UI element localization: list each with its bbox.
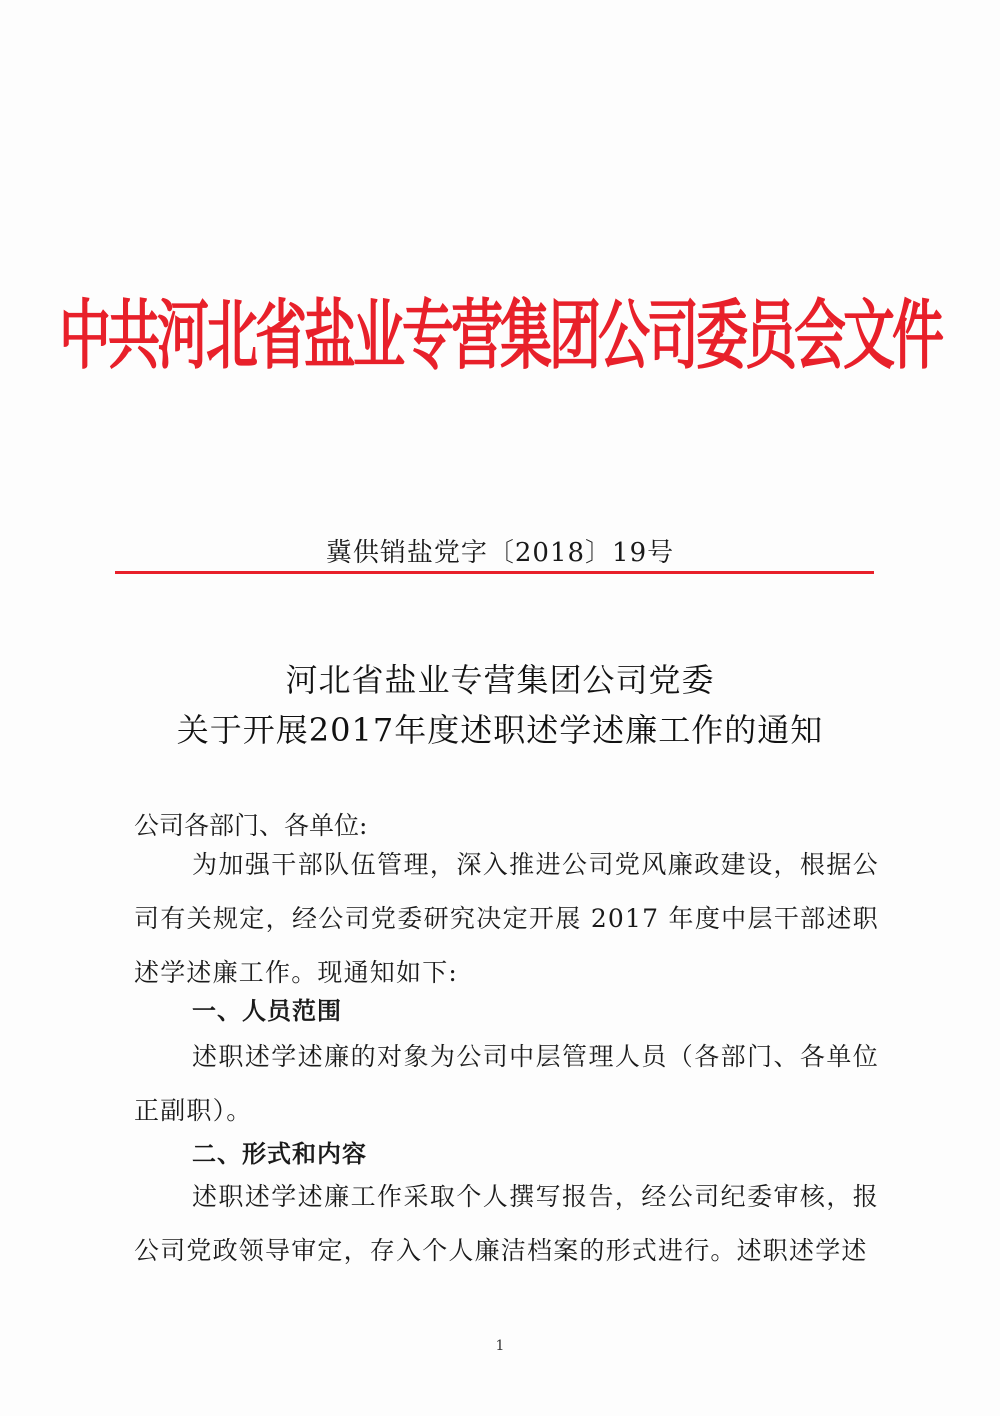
- red-header-title: 中共河北省盐业专营集团公司委员会文件: [58, 293, 941, 381]
- page-number: 1: [495, 1338, 505, 1354]
- document-number: 冀供销盐党字〔2018〕19号: [325, 538, 675, 568]
- salutation: 公司各部门、各单位:: [134, 811, 368, 840]
- paragraph-scope: 述职述学述廉的对象为公司中层管理人员（各部门、各单位正副职）。: [134, 1042, 879, 1125]
- section-heading-format: 二、形式和内容: [192, 1140, 367, 1168]
- paragraph-intro: 为加强干部队伍管理，深入推进公司党风廉政建设，根据公司有关规定，经公司党委研究决定开展 2017 年度中层干部述职述学述廉工作。现通知如下:: [134, 850, 880, 987]
- red-divider-line: [115, 571, 874, 574]
- paragraph-format: 述职述学述廉工作采取个人撰写报告，经公司纪委审核，报公司党政领导审定，存入个人廉洁档案的形式进行。述职述学述: [134, 1182, 879, 1265]
- notice-title-line-2: 关于开展2017年度述职述学述廉工作的通知: [176, 711, 824, 749]
- notice-title-line-1: 河北省盐业专营集团公司党委: [285, 661, 715, 699]
- section-heading-scope: 一、人员范围: [192, 997, 342, 1025]
